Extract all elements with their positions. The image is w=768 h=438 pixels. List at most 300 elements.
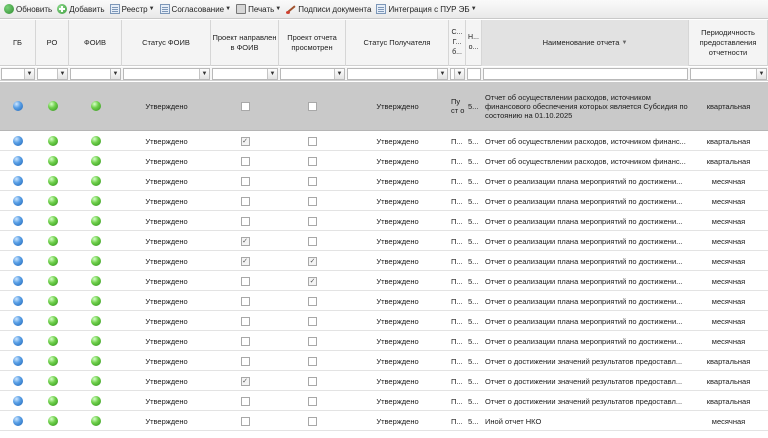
cell-status-foiv: Утверждено bbox=[145, 156, 188, 166]
cell-viewed bbox=[279, 172, 346, 190]
refresh-button[interactable] bbox=[2, 1, 55, 18]
cell-c2: 5... bbox=[468, 196, 479, 206]
status-bullet-green-icon bbox=[91, 156, 101, 166]
sent-checkbox[interactable] bbox=[241, 217, 250, 226]
status-bullet-green-icon bbox=[91, 236, 101, 246]
chevron-down-icon[interactable]: ▼ bbox=[454, 69, 464, 79]
table-row[interactable] bbox=[0, 392, 768, 411]
checkmark-icon: ✓ bbox=[242, 377, 248, 385]
filter-ro[interactable] bbox=[37, 68, 68, 80]
status-bullet-green-icon bbox=[91, 276, 101, 286]
status-bullet-green-icon bbox=[91, 296, 101, 306]
cell-viewed bbox=[279, 312, 346, 330]
status-bullet-green-icon bbox=[91, 101, 101, 111]
sent-checkbox[interactable] bbox=[241, 297, 250, 306]
cell-ro bbox=[36, 412, 69, 430]
cell-name: Отчет об осуществлении расходов, источником финанс... bbox=[485, 136, 686, 146]
cell-sent bbox=[211, 232, 279, 250]
chevron-down-icon[interactable]: ▼ bbox=[57, 69, 67, 79]
sent-checkbox[interactable] bbox=[241, 417, 250, 426]
cell-c1: Пу ст о bbox=[451, 97, 465, 115]
status-bullet-blue-icon bbox=[13, 176, 23, 186]
cell-period: месячная bbox=[711, 196, 746, 206]
cell-sent bbox=[211, 392, 279, 410]
cell-c1: П... bbox=[451, 276, 463, 286]
cell-foiv bbox=[69, 392, 122, 410]
refresh-label: Обновить bbox=[16, 4, 53, 14]
column-header-report-name[interactable] bbox=[482, 20, 689, 66]
filter-c2[interactable] bbox=[467, 68, 481, 80]
cell-c1: П... bbox=[451, 376, 463, 386]
sent-checkbox[interactable] bbox=[241, 397, 250, 406]
refresh-icon bbox=[4, 4, 14, 14]
cell-name: Иной отчет НКО bbox=[485, 416, 542, 426]
cell-foiv bbox=[69, 352, 122, 370]
cell-status-foiv: Утверждено bbox=[145, 416, 188, 426]
column-header-gb[interactable]: ГБ bbox=[0, 20, 36, 66]
viewed-checkbox[interactable] bbox=[308, 157, 317, 166]
chevron-down-icon: ▼ bbox=[225, 6, 232, 12]
cell-gb bbox=[0, 392, 36, 410]
cell-ro bbox=[36, 172, 69, 190]
sent-checkbox[interactable] bbox=[241, 377, 250, 386]
cell-viewed bbox=[279, 372, 346, 390]
cell-status-foiv: Утверждено bbox=[145, 236, 188, 246]
status-bullet-blue-icon bbox=[13, 256, 23, 266]
chevron-down-icon: ▼ bbox=[470, 6, 477, 12]
status-bullet-green-icon bbox=[91, 136, 101, 146]
cell-sent bbox=[211, 412, 279, 430]
cell-ro bbox=[36, 132, 69, 150]
cell-gb bbox=[0, 352, 36, 370]
cell-period: месячная bbox=[711, 296, 746, 306]
viewed-checkbox[interactable] bbox=[308, 377, 317, 386]
sent-checkbox[interactable] bbox=[241, 257, 250, 266]
cell-period: месячная bbox=[711, 256, 746, 266]
status-bullet-blue-icon bbox=[13, 276, 23, 286]
cell-sent bbox=[211, 292, 279, 310]
status-bullet-green-icon bbox=[91, 336, 101, 346]
cell-gb bbox=[0, 212, 36, 230]
checkmark-icon: ✓ bbox=[309, 277, 316, 285]
status-bullet-green-icon bbox=[91, 256, 101, 266]
cell-foiv bbox=[69, 232, 122, 250]
cell-gb bbox=[0, 82, 36, 130]
status-bullet-blue-icon bbox=[13, 356, 23, 366]
cell-viewed bbox=[279, 292, 346, 310]
table-row[interactable] bbox=[0, 412, 768, 431]
table-row[interactable] bbox=[0, 152, 768, 171]
cell-c1: П... bbox=[451, 316, 463, 326]
cell-name: Отчет о реализации плана мероприятий по достижени... bbox=[485, 316, 683, 326]
status-bullet-green-icon bbox=[48, 336, 58, 346]
cell-sent bbox=[211, 192, 279, 210]
column-header-viewed[interactable]: Проект отчета просмотрен bbox=[279, 20, 346, 66]
cell-gb bbox=[0, 272, 36, 290]
viewed-checkbox[interactable] bbox=[308, 177, 317, 186]
cell-sent bbox=[211, 312, 279, 330]
filter-status-foiv[interactable] bbox=[123, 68, 210, 80]
cell-sent bbox=[211, 132, 279, 150]
viewed-checkbox[interactable] bbox=[308, 217, 317, 226]
cell-name: Отчет о реализации плана мероприятий по достижени... bbox=[485, 196, 683, 206]
chevron-down-icon[interactable]: ▼ bbox=[267, 69, 277, 79]
table-row[interactable] bbox=[0, 332, 768, 351]
cell-name: Отчет о реализации плана мероприятий по достижени... bbox=[485, 216, 683, 226]
filter-viewed[interactable] bbox=[280, 68, 345, 80]
cell-c1: П... bbox=[451, 396, 463, 406]
cell-ro bbox=[36, 392, 69, 410]
column-header-c1[interactable]: С... Г... б... bbox=[449, 20, 466, 66]
status-bullet-green-icon bbox=[48, 356, 58, 366]
viewed-checkbox[interactable] bbox=[308, 197, 317, 206]
cell-status-recipient: Утверждено bbox=[376, 316, 419, 326]
cell-status-foiv: Утверждено bbox=[145, 216, 188, 226]
cell-status-recipient: Утверждено bbox=[376, 101, 419, 111]
cell-gb bbox=[0, 312, 36, 330]
cell-name: Отчет о реализации плана мероприятий по достижени... bbox=[485, 336, 683, 346]
cell-foiv bbox=[69, 412, 122, 430]
cell-sent bbox=[211, 352, 279, 370]
cell-ro bbox=[36, 192, 69, 210]
sent-checkbox[interactable] bbox=[241, 197, 250, 206]
cell-status-recipient: Утверждено bbox=[376, 156, 419, 166]
table-row[interactable] bbox=[0, 232, 768, 251]
column-header-status-foiv[interactable]: Статус ФОИВ bbox=[122, 20, 211, 66]
sent-checkbox[interactable] bbox=[241, 277, 250, 286]
cell-foiv bbox=[69, 332, 122, 350]
status-bullet-green-icon bbox=[91, 316, 101, 326]
cell-status-recipient: Утверждено bbox=[376, 376, 419, 386]
filter-report-name[interactable] bbox=[483, 68, 688, 80]
cell-ro bbox=[36, 152, 69, 170]
table-row[interactable] bbox=[0, 192, 768, 211]
column-header-foiv[interactable]: ФОИВ bbox=[69, 20, 122, 66]
cell-sent bbox=[211, 252, 279, 270]
cell-period: месячная bbox=[711, 276, 746, 286]
cell-ro bbox=[36, 82, 69, 130]
column-header-c2[interactable]: Н... о... bbox=[466, 20, 482, 66]
cell-name: Отчет о реализации плана мероприятий по достижени... bbox=[485, 256, 683, 266]
cell-status-foiv: Утверждено bbox=[145, 336, 188, 346]
sent-checkbox[interactable] bbox=[241, 237, 250, 246]
cell-name: Отчет о реализации плана мероприятий по достижени... bbox=[485, 276, 683, 286]
cell-ro bbox=[36, 232, 69, 250]
chevron-down-icon[interactable]: ▼ bbox=[24, 69, 34, 79]
table-row[interactable] bbox=[0, 172, 768, 191]
cell-c1: П... bbox=[451, 256, 463, 266]
viewed-checkbox[interactable] bbox=[308, 417, 317, 426]
viewed-checkbox[interactable] bbox=[308, 257, 317, 266]
viewed-checkbox[interactable] bbox=[308, 137, 317, 146]
cell-status-foiv: Утверждено bbox=[145, 356, 188, 366]
cell-status-recipient: Утверждено bbox=[376, 256, 419, 266]
registry-menu-button[interactable] bbox=[108, 1, 158, 18]
cell-status-foiv: Утверждено bbox=[145, 316, 188, 326]
sent-checkbox[interactable] bbox=[241, 157, 250, 166]
column-header-status-recipient[interactable]: Статус Получателя bbox=[346, 20, 449, 66]
chevron-down-icon: ▼ bbox=[148, 6, 155, 12]
cell-status-foiv: Утверждено bbox=[145, 276, 188, 286]
cell-gb bbox=[0, 292, 36, 310]
cell-status-recipient: Утверждено bbox=[376, 176, 419, 186]
cell-status-foiv: Утверждено bbox=[145, 396, 188, 406]
cell-sent bbox=[211, 212, 279, 230]
cell-gb bbox=[0, 252, 36, 270]
table-row[interactable] bbox=[0, 352, 768, 371]
cell-status-recipient: Утверждено bbox=[376, 136, 419, 146]
cell-c2: 5... bbox=[468, 276, 479, 286]
chevron-down-icon[interactable]: ▼ bbox=[199, 69, 209, 79]
cell-foiv bbox=[69, 212, 122, 230]
cell-c1: П... bbox=[451, 336, 463, 346]
cell-c1: П... bbox=[451, 296, 463, 306]
viewed-checkbox[interactable] bbox=[308, 357, 317, 366]
cell-sent bbox=[211, 332, 279, 350]
integration-menu-button[interactable] bbox=[374, 1, 479, 18]
cell-period: месячная bbox=[711, 216, 746, 226]
filter-gb[interactable] bbox=[1, 68, 35, 80]
registry-icon bbox=[110, 4, 120, 14]
cell-viewed bbox=[279, 192, 346, 210]
cell-status-recipient: Утверждено bbox=[376, 196, 419, 206]
grid-header bbox=[0, 20, 768, 66]
report-name-header-label: Наименование отчета bbox=[542, 38, 620, 47]
cell-c1: П... bbox=[451, 236, 463, 246]
status-bullet-green-icon bbox=[91, 356, 101, 366]
status-bullet-green-icon bbox=[91, 196, 101, 206]
cell-name: Отчет о достижении значений результатов предоставл... bbox=[485, 376, 683, 386]
printer-icon bbox=[236, 4, 246, 14]
cell-ro bbox=[36, 332, 69, 350]
chevron-down-icon[interactable]: ▼ bbox=[334, 69, 344, 79]
checkmark-icon: ✓ bbox=[242, 257, 248, 265]
status-bullet-green-icon bbox=[48, 316, 58, 326]
status-bullet-blue-icon bbox=[13, 316, 23, 326]
cell-foiv bbox=[69, 312, 122, 330]
approval-label: Согласование bbox=[171, 4, 225, 14]
status-bullet-blue-icon bbox=[13, 101, 23, 111]
cell-c2: 5... bbox=[468, 396, 479, 406]
cell-foiv bbox=[69, 372, 122, 390]
cell-c2: 5... bbox=[468, 256, 479, 266]
sent-checkbox[interactable] bbox=[241, 357, 250, 366]
cell-name: Отчет об осуществлении расходов, источником финанс... bbox=[485, 156, 686, 166]
viewed-checkbox[interactable] bbox=[308, 102, 317, 111]
registry-label: Реестр bbox=[121, 4, 148, 14]
status-bullet-blue-icon bbox=[13, 156, 23, 166]
table-row[interactable] bbox=[0, 372, 768, 391]
cell-ro bbox=[36, 252, 69, 270]
cell-c2: 5... bbox=[468, 336, 479, 346]
sent-checkbox[interactable] bbox=[241, 137, 250, 146]
chevron-down-icon[interactable]: ▼ bbox=[110, 69, 120, 79]
sent-checkbox[interactable] bbox=[241, 177, 250, 186]
status-bullet-blue-icon bbox=[13, 336, 23, 346]
status-bullet-green-icon bbox=[48, 156, 58, 166]
cell-c1: П... bbox=[451, 356, 463, 366]
status-bullet-green-icon bbox=[48, 176, 58, 186]
status-bullet-green-icon bbox=[91, 176, 101, 186]
chevron-down-icon[interactable]: ▼ bbox=[437, 69, 447, 79]
cell-status-recipient: Утверждено bbox=[376, 236, 419, 246]
cell-period: квартальная bbox=[706, 156, 751, 166]
status-bullet-green-icon bbox=[48, 196, 58, 206]
cell-c2: 5... bbox=[468, 376, 479, 386]
cell-c2: 5... bbox=[468, 416, 479, 426]
status-bullet-green-icon bbox=[48, 101, 58, 111]
column-header-periodicity[interactable]: Периодичность предоставления отчетности bbox=[689, 20, 768, 66]
sent-checkbox[interactable] bbox=[241, 337, 250, 346]
cell-c2: 5... bbox=[468, 101, 479, 111]
cell-viewed bbox=[279, 392, 346, 410]
cell-c2: 5... bbox=[468, 156, 479, 166]
cell-name: Отчет о реализации плана мероприятий по достижени... bbox=[485, 236, 683, 246]
cell-period: квартальная bbox=[706, 396, 751, 406]
viewed-checkbox[interactable] bbox=[308, 397, 317, 406]
cell-status-recipient: Утверждено bbox=[376, 416, 419, 426]
cell-status-foiv: Утверждено bbox=[145, 376, 188, 386]
approval-icon bbox=[160, 4, 170, 14]
add-label: Добавить bbox=[69, 4, 105, 14]
status-bullet-blue-icon bbox=[13, 296, 23, 306]
cell-period: месячная bbox=[711, 176, 746, 186]
cell-name: Отчет о реализации плана мероприятий по достижени... bbox=[485, 176, 683, 186]
cell-status-foiv: Утверждено bbox=[145, 176, 188, 186]
column-header-sent[interactable]: Проект направлен в ФОИВ bbox=[211, 20, 279, 66]
filter-sent[interactable] bbox=[212, 68, 278, 80]
status-bullet-blue-icon bbox=[13, 416, 23, 426]
viewed-checkbox[interactable] bbox=[308, 337, 317, 346]
viewed-checkbox[interactable] bbox=[308, 317, 317, 326]
cell-c1: П... bbox=[451, 156, 463, 166]
status-bullet-green-icon bbox=[48, 396, 58, 406]
cell-c2: 5... bbox=[468, 296, 479, 306]
status-bullet-blue-icon bbox=[13, 376, 23, 386]
signatures-button[interactable] bbox=[284, 1, 374, 18]
viewed-checkbox[interactable] bbox=[308, 277, 317, 286]
filter-row bbox=[0, 67, 768, 81]
cell-viewed bbox=[279, 412, 346, 430]
status-bullet-green-icon bbox=[91, 416, 101, 426]
status-bullet-blue-icon bbox=[13, 236, 23, 246]
status-bullet-green-icon bbox=[48, 416, 58, 426]
cell-viewed bbox=[279, 212, 346, 230]
cell-viewed bbox=[279, 272, 346, 290]
table-row[interactable] bbox=[0, 292, 768, 311]
cell-c1: П... bbox=[451, 216, 463, 226]
cell-sent bbox=[211, 82, 279, 130]
print-menu-button[interactable] bbox=[234, 1, 284, 18]
sent-checkbox[interactable] bbox=[241, 102, 250, 111]
table-row[interactable] bbox=[0, 312, 768, 331]
table-row[interactable] bbox=[0, 212, 768, 231]
signatures-label: Подписи документа bbox=[298, 4, 372, 14]
cell-viewed bbox=[279, 82, 346, 130]
filter-periodicity[interactable] bbox=[690, 68, 767, 80]
chevron-down-icon[interactable]: ▼ bbox=[756, 69, 766, 79]
cell-gb bbox=[0, 132, 36, 150]
status-bullet-green-icon bbox=[48, 136, 58, 146]
cell-name: Отчет об осуществлении расходов, источником финансового обеспечения которых является Субсидия по состоянию на 01.10.2025 bbox=[485, 92, 688, 120]
viewed-checkbox[interactable] bbox=[308, 297, 317, 306]
cell-sent bbox=[211, 272, 279, 290]
status-bullet-green-icon bbox=[91, 376, 101, 386]
column-header-ro[interactable]: РО bbox=[36, 20, 69, 66]
cell-status-foiv: Утверждено bbox=[145, 196, 188, 206]
cell-viewed bbox=[279, 132, 346, 150]
cell-name: Отчет о достижении значений результатов предоставл... bbox=[485, 396, 683, 406]
status-bullet-green-icon bbox=[48, 296, 58, 306]
cell-period: квартальная bbox=[706, 101, 751, 111]
cell-status-recipient: Утверждено bbox=[376, 396, 419, 406]
status-bullet-blue-icon bbox=[13, 216, 23, 226]
cell-ro bbox=[36, 372, 69, 390]
filter-status-recipient[interactable] bbox=[347, 68, 448, 80]
cell-c2: 5... bbox=[468, 176, 479, 186]
cell-c2: 5... bbox=[468, 236, 479, 246]
table-row[interactable] bbox=[0, 252, 768, 271]
table-row[interactable] bbox=[0, 82, 768, 131]
cell-ro bbox=[36, 352, 69, 370]
cell-foiv bbox=[69, 272, 122, 290]
cell-foiv bbox=[69, 192, 122, 210]
status-bullet-green-icon bbox=[48, 236, 58, 246]
sent-checkbox[interactable] bbox=[241, 317, 250, 326]
cell-viewed bbox=[279, 232, 346, 250]
filter-c1[interactable] bbox=[450, 68, 465, 80]
table-row[interactable] bbox=[0, 132, 768, 151]
checkmark-icon: ✓ bbox=[309, 257, 316, 265]
cell-name: Отчет о реализации плана мероприятий по достижени... bbox=[485, 296, 683, 306]
cell-ro bbox=[36, 272, 69, 290]
add-button[interactable] bbox=[55, 1, 107, 18]
checkmark-icon: ✓ bbox=[242, 237, 248, 245]
integration-icon bbox=[376, 4, 386, 14]
cell-ro bbox=[36, 312, 69, 330]
cell-gb bbox=[0, 192, 36, 210]
status-bullet-green-icon bbox=[48, 256, 58, 266]
cell-foiv bbox=[69, 152, 122, 170]
cell-status-foiv: Утверждено bbox=[145, 101, 188, 111]
cell-period: месячная bbox=[711, 336, 746, 346]
signature-icon bbox=[286, 4, 296, 14]
table-row[interactable] bbox=[0, 272, 768, 291]
cell-status-recipient: Утверждено bbox=[376, 216, 419, 226]
chevron-down-icon: ▼ bbox=[275, 6, 282, 12]
viewed-checkbox[interactable] bbox=[308, 237, 317, 246]
cell-ro bbox=[36, 292, 69, 310]
status-bullet-blue-icon bbox=[13, 136, 23, 146]
cell-period: квартальная bbox=[706, 376, 751, 386]
cell-name: Отчет о достижении значений результатов предоставл... bbox=[485, 356, 683, 366]
cell-ro bbox=[36, 212, 69, 230]
cell-status-recipient: Утверждено bbox=[376, 356, 419, 366]
status-bullet-green-icon bbox=[48, 276, 58, 286]
cell-period: квартальная bbox=[706, 356, 751, 366]
print-label: Печать bbox=[248, 4, 275, 14]
cell-c1: П... bbox=[451, 416, 463, 426]
cell-status-recipient: Утверждено bbox=[376, 296, 419, 306]
cell-gb bbox=[0, 152, 36, 170]
cell-period: месячная bbox=[711, 316, 746, 326]
cell-status-foiv: Утверждено bbox=[145, 136, 188, 146]
status-bullet-green-icon bbox=[48, 216, 58, 226]
approval-menu-button[interactable] bbox=[158, 1, 235, 18]
filter-foiv[interactable] bbox=[70, 68, 121, 80]
cell-c1: П... bbox=[451, 196, 463, 206]
cell-gb bbox=[0, 372, 36, 390]
